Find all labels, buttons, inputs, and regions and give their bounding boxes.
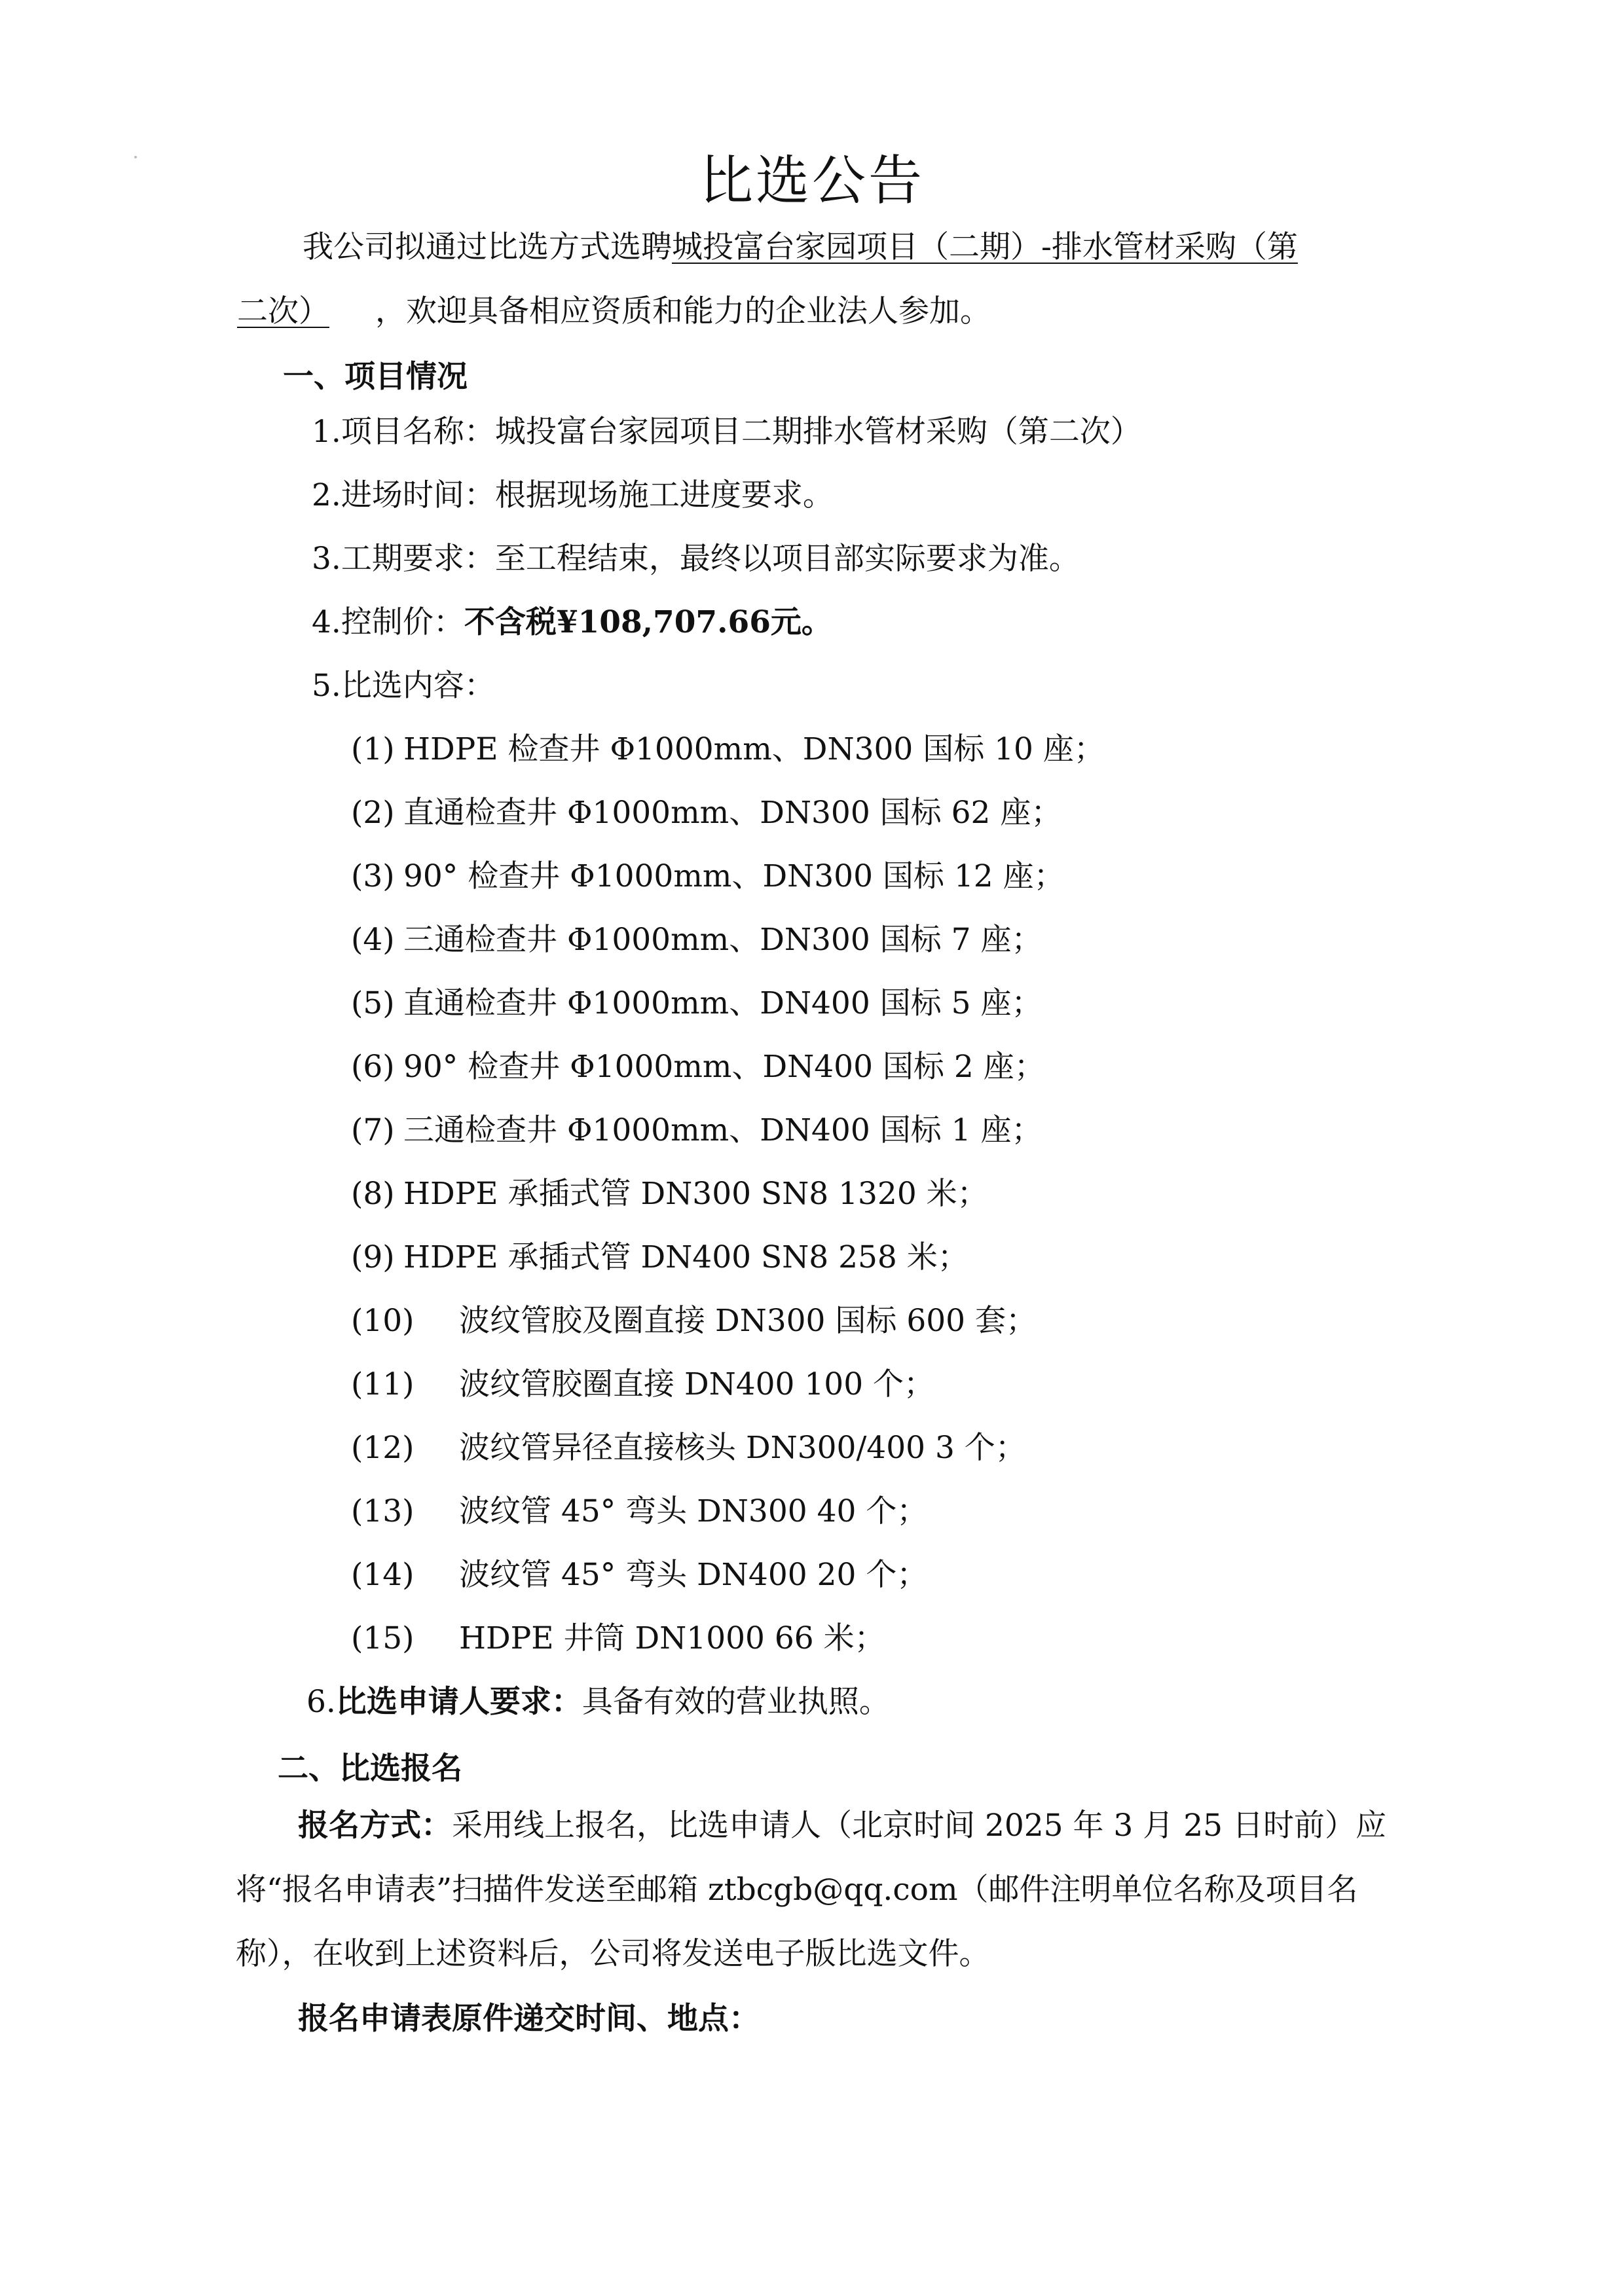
content-item-8: (8) HDPE 承插式管 DN300 SN8 1320 米； [351,1176,988,1212]
content-item-10: (10) 波纹管胶及圈直接 DN300 国标 600 套； [351,1303,1037,1339]
content-item-7: (7) 三通检查井 Φ1000mm、DN400 国标 1 座； [351,1112,1043,1148]
signup-method-label: 报名方式： [298,1808,452,1844]
content-item-15: (15) HDPE 井筒 DN1000 66 米； [351,1620,885,1656]
content-item-11: (11) 波纹管胶圈直接 DN400 100 个； [351,1366,935,1402]
content-item-12: (12) 波纹管异径直接核头 DN300/400 3 个； [351,1430,1026,1466]
content-item-3: (3) 90° 检查井 Φ1000mm、DN300 国标 12 座； [351,858,1065,894]
page-title: 比选公告 [699,150,925,212]
intro-suffix: ，欢迎具备相应资质和能力的企业法人参加。 [375,293,991,329]
content-item-2: (2) 直通检查井 Φ1000mm、DN300 国标 62 座； [351,795,1062,831]
info-item-2: 2.进场时间：根据现场施工进度要求。 [312,477,834,513]
info-item-3: 3.工期要求：至工程结束，最终以项目部实际要求为准。 [312,541,1080,577]
content-item-5: (5) 直通检查井 Φ1000mm、DN400 国标 5 座； [351,985,1043,1021]
content-item-4: (4) 三通检查井 Φ1000mm、DN300 国标 7 座； [351,922,1043,958]
content-item-1: (1) HDPE 检查井 Φ1000mm、DN300 国标 10 座； [351,731,1105,767]
intro-project-name-part2: 二次） [237,293,329,329]
content-item-14: (14) 波纹管 45° 弯头 DN400 20 个； [351,1557,928,1593]
section2-heading: 二、比选报名 [278,1751,462,1787]
info-item-6-applicant-requirements: 6.比选申请人要求：具备有效的营业执照。 [306,1684,890,1720]
content-item-6: (6) 90° 检查井 Φ1000mm、DN400 国标 2 座； [351,1049,1045,1085]
signup-method-text: 采用线上报名，比选申请人（北京时间 2025 年 3 月 25 日时前）应将“报名申请表”扫描件发送至邮箱 ztbcgb@qq.com（邮件注明单位名称及项目名称），在收到上述资料后，公司将发送电子版比选文件。 [236,1808,1386,1972]
signup-method-paragraph [236,1794,1388,1986]
content-item-9: (9) HDPE 承插式管 DN400 SN8 258 米； [351,1239,969,1275]
section1-heading: 一、项目情况 [283,359,468,395]
intro-project-name-part1: 城投富台家园项目（二期）-排水管材采购（第 [672,229,1298,265]
info-item-4-control-price: 4.控制价：不含税¥108,707.66元。 [312,604,832,640]
intro-line-2 [237,293,991,329]
submission-heading: 报名申请表原件递交时间、地点： [298,2001,760,2037]
info-item-1: 1.项目名称：城投富台家园项目二期排水管材采购（第二次） [312,414,1141,450]
control-price-value: 不含税¥108,707.66元。 [464,604,832,640]
intro-prefix: 我公司拟通过比选方式选聘 [303,229,672,265]
intro-line-1 [303,229,1298,265]
info-item-5: 5.比选内容： [312,668,495,704]
content-item-13: (13) 波纹管 45° 弯头 DN300 40 个； [351,1493,928,1529]
